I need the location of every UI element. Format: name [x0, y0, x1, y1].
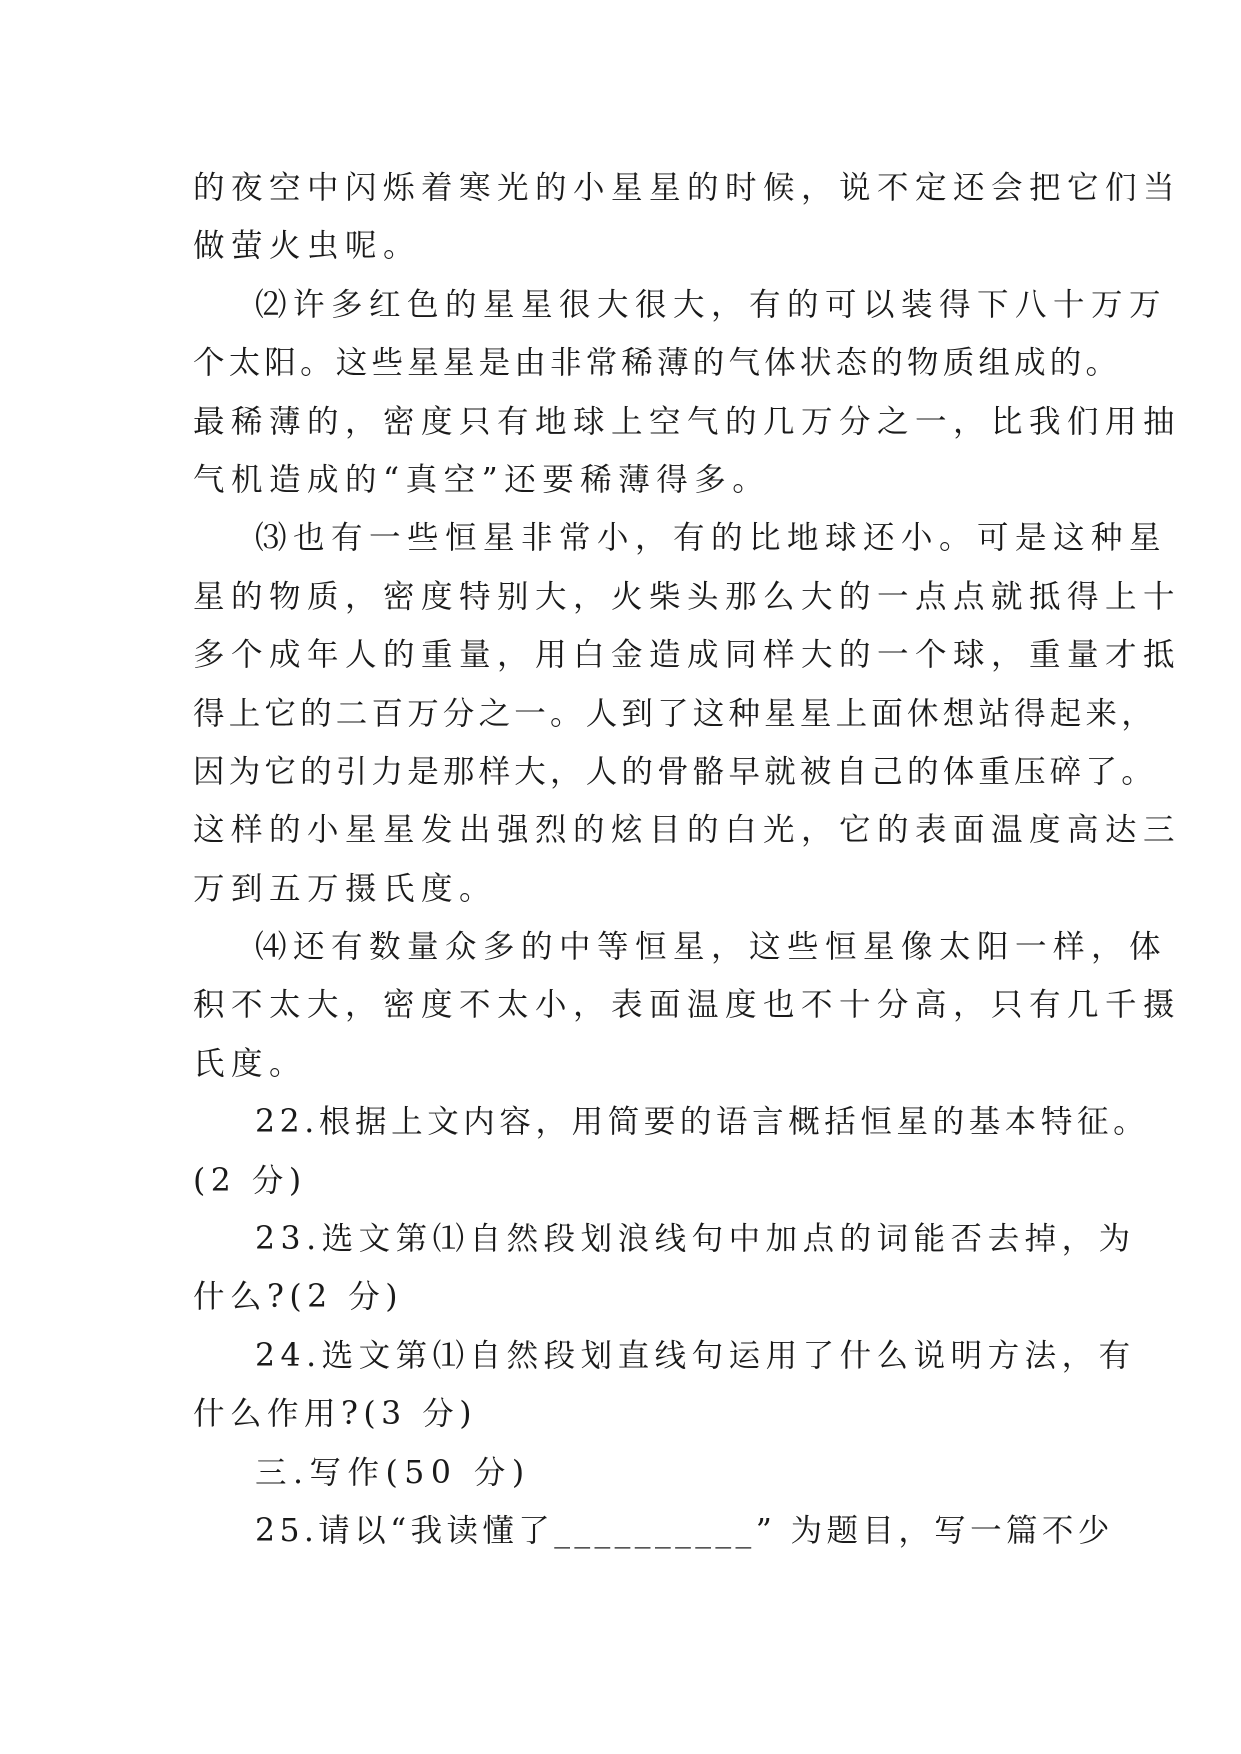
question-line: 25.请以“我读懂了__________” 为题目，写一篇不少 — [255, 1512, 1114, 1549]
text-line: 气机造成的“真空”还要稀薄得多。 — [193, 461, 771, 498]
paragraph-continuation — [193, 159, 1182, 276]
paragraph-4 — [193, 918, 1182, 1093]
question-22 — [193, 1093, 1150, 1210]
text-line: ⑶也有一些恒星非常小，有的比地球还小。可是这种星 — [255, 520, 1168, 557]
text-line: 的夜空中闪烁着寒光的小星星的时候，说不定还会把它们当 — [193, 170, 1182, 206]
text-line: 得上它的二百万分之一。人到了这种星星上面休想站得起来， — [193, 695, 1157, 732]
text-line: 多个成年人的重量，用白金造成同样大的一个球，重量才抵 — [193, 637, 1182, 674]
text-line: ⑷还有数量众多的中等恒星，这些恒星像太阳一样，体 — [255, 929, 1168, 966]
text-line: 这样的小星星发出强烈的炫目的白光，它的表面温度高达三 — [193, 812, 1182, 849]
document-body — [193, 159, 1182, 1560]
section-heading-writing — [193, 1444, 1063, 1502]
text-line: 因为它的引力是那样大，人的骨骼早就被自己的体重压碎了。 — [193, 753, 1157, 790]
text-line: 最稀薄的，密度只有地球上空气的几万分之一，比我们用抽 — [193, 403, 1182, 440]
text-line: 积不太大，密度不太小，表面温度也不十分高，只有几千摄 — [193, 987, 1182, 1024]
text-line: 做萤火虫呢。 — [193, 228, 422, 265]
question-24 — [193, 1327, 1136, 1444]
text-line: 万到五万摄氏度。 — [193, 870, 498, 907]
text-line: 氏度。 — [193, 1045, 308, 1082]
question-line: 24.选文第⑴自然段划直线句运用了什么说明方法，有 — [255, 1337, 1136, 1374]
question-line: 22.根据上文内容，用简要的语言概括恒星的基本特征。 — [255, 1104, 1150, 1141]
question-line: 23.选文第⑴自然段划浪线句中加点的词能否去掉，为 — [255, 1221, 1136, 1258]
text-line: 星的物质，密度特别大，火柴头那么大的一点点就抵得上十 — [193, 578, 1182, 615]
question-23 — [193, 1210, 1136, 1327]
question-25 — [193, 1502, 1114, 1560]
question-line: (2 分) — [193, 1162, 307, 1199]
text-line: 个太阳。这些星星是由非常稀薄的气体状态的物质组成的。 — [193, 345, 1122, 382]
paragraph-3 — [193, 509, 1182, 918]
question-line: 什么作用?(3 分) — [193, 1396, 478, 1433]
question-line: 什么?(2 分) — [193, 1279, 404, 1316]
paragraph-2 — [193, 276, 1182, 510]
text-line: ⑵许多红色的星星很大很大，有的可以装得下八十万万 — [255, 286, 1168, 323]
section-title: 三.写作(50 分) — [255, 1454, 531, 1491]
